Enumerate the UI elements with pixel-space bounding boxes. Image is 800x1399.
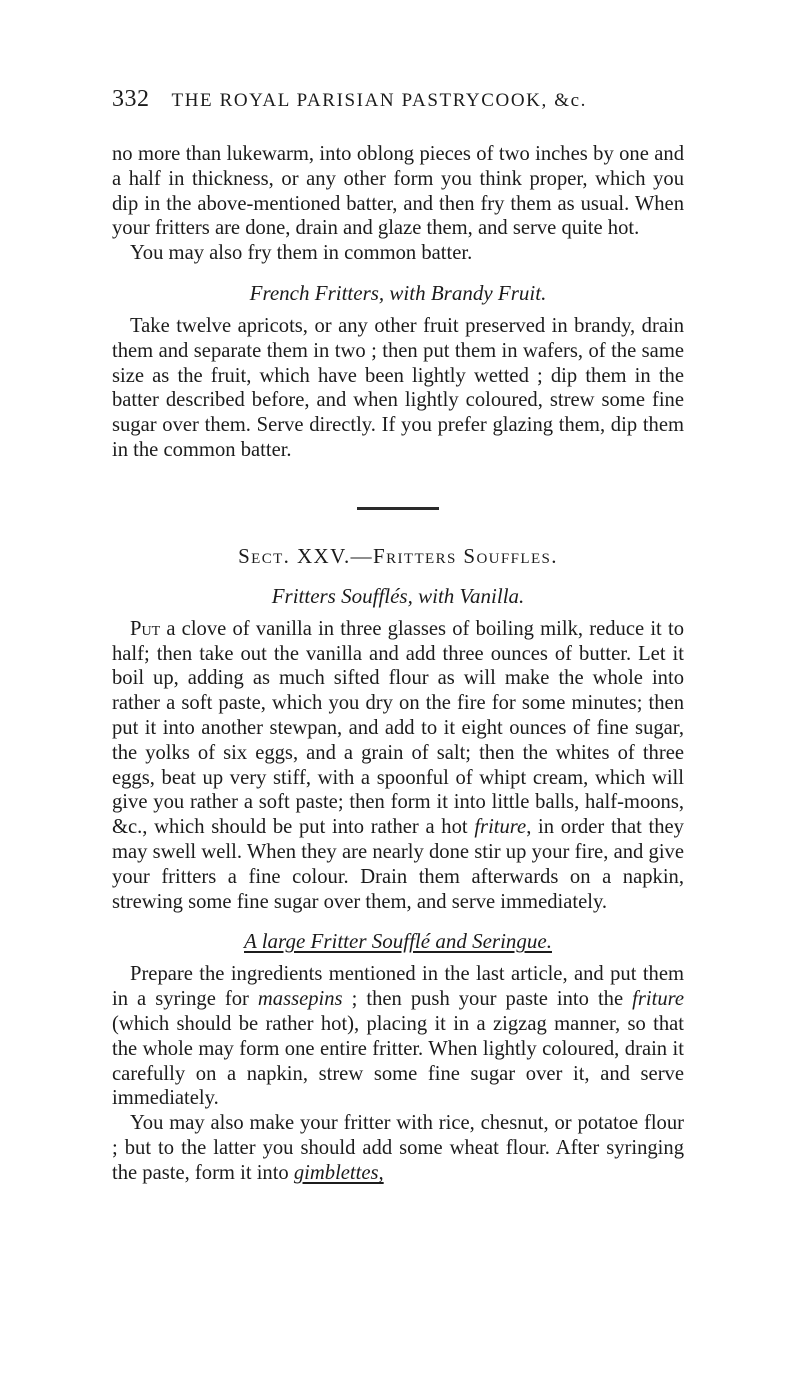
paragraph-rice-fritter — [112, 1111, 684, 1185]
paragraph-large-fritter — [112, 962, 684, 1111]
italic-term: friture — [632, 988, 685, 1011]
recipe-heading-large-fritter — [112, 928, 684, 954]
running-title: THE ROYAL PARISIAN PASTRYCOOK, &c. — [171, 90, 587, 111]
text-run: a clove of vanilla in three glasses of boiling milk, reduce it to half; then take out the vanilla and add three ounces of butter. Let it boil up, adding as much sifted flour as will make the whole into rather a soft paste, which you dry on the fire for some minutes; then put it into another stewpan, and add to it eight ounces of fine sugar, the yolks of six eggs, and a grain of salt; then the whites of three eggs, beat up very stiff, with a spoonful of whipt cream, which will give you rather a soft paste; then form it into little balls, half-moons, &c., which should be put into rather a hot — [112, 617, 684, 839]
paragraph-common-batter: You may also fry them in common batter. — [130, 242, 473, 265]
italic-term: friture — [474, 816, 527, 839]
paragraph-fritters-souffles — [112, 617, 684, 915]
page-number: 332 — [112, 86, 150, 112]
book-page — [112, 86, 684, 1186]
text-run: (which should be rather hot), placing it in a zigzag manner, so that the whole may form one entire fritter. When lightly coloured, drain it carefully on a napkin, strew some fine sugar over it, and serve immediately. — [112, 1012, 684, 1110]
paragraph-continued: no more than lukewarm, into oblong pieces of two inches by one and a half in thickness, or any other form you think proper, which you dip in the above-mentioned batter, and then fry them as usual. When your fritters are done, drain and glaze them, and serve quite hot. — [112, 143, 684, 240]
text-run: Prepare the ingredients mentioned in the last article, and put them in a syringe for — [112, 963, 684, 1011]
italic-term: massepins — [257, 988, 343, 1011]
lead-word: Put — [130, 617, 161, 640]
recipe-heading-french-fritters: French Fritters, with Brandy Fruit. — [249, 280, 547, 305]
recipe-heading-fritters-souffles: Fritters Soufflés, with Vanilla. — [271, 583, 525, 608]
section-heading: Sect. XXV.—Fritters Souffles. — [238, 543, 558, 568]
running-head — [112, 86, 684, 120]
underlined-heading: A large Fritter Soufflé and Seringue. — [244, 929, 552, 954]
italic-term — [294, 1162, 384, 1184]
section-divider — [357, 507, 439, 510]
underlined-term: gimblettes, — [293, 1161, 384, 1184]
paragraph-french-fritters: Take twelve apricots, or any other fruit preserved in brandy, drain them and separate them in two ; then put them in wafers, of the same size as the fruit, which have been lightly wetted ; dip them in the batter described before, and when lightly coloured, strew some fine sugar over them. Serve directly. If you prefer glazing them, dip them in the common batter. — [112, 314, 684, 461]
text-run: You may also make your fritter with rice, chesnut, or potatoe flour ; but to the latter you should add some wheat flour. After syringing the paste, form it into — [112, 1112, 684, 1184]
text-run: ; then push your paste into the — [342, 988, 633, 1011]
text-run: , in order that they may swell well. When they are nearly done stir up your fire, and give your fritters a fine colour. Drain them afterwards on a napkin, strewing some fine sugar over them, and serve immediately. — [112, 816, 684, 913]
